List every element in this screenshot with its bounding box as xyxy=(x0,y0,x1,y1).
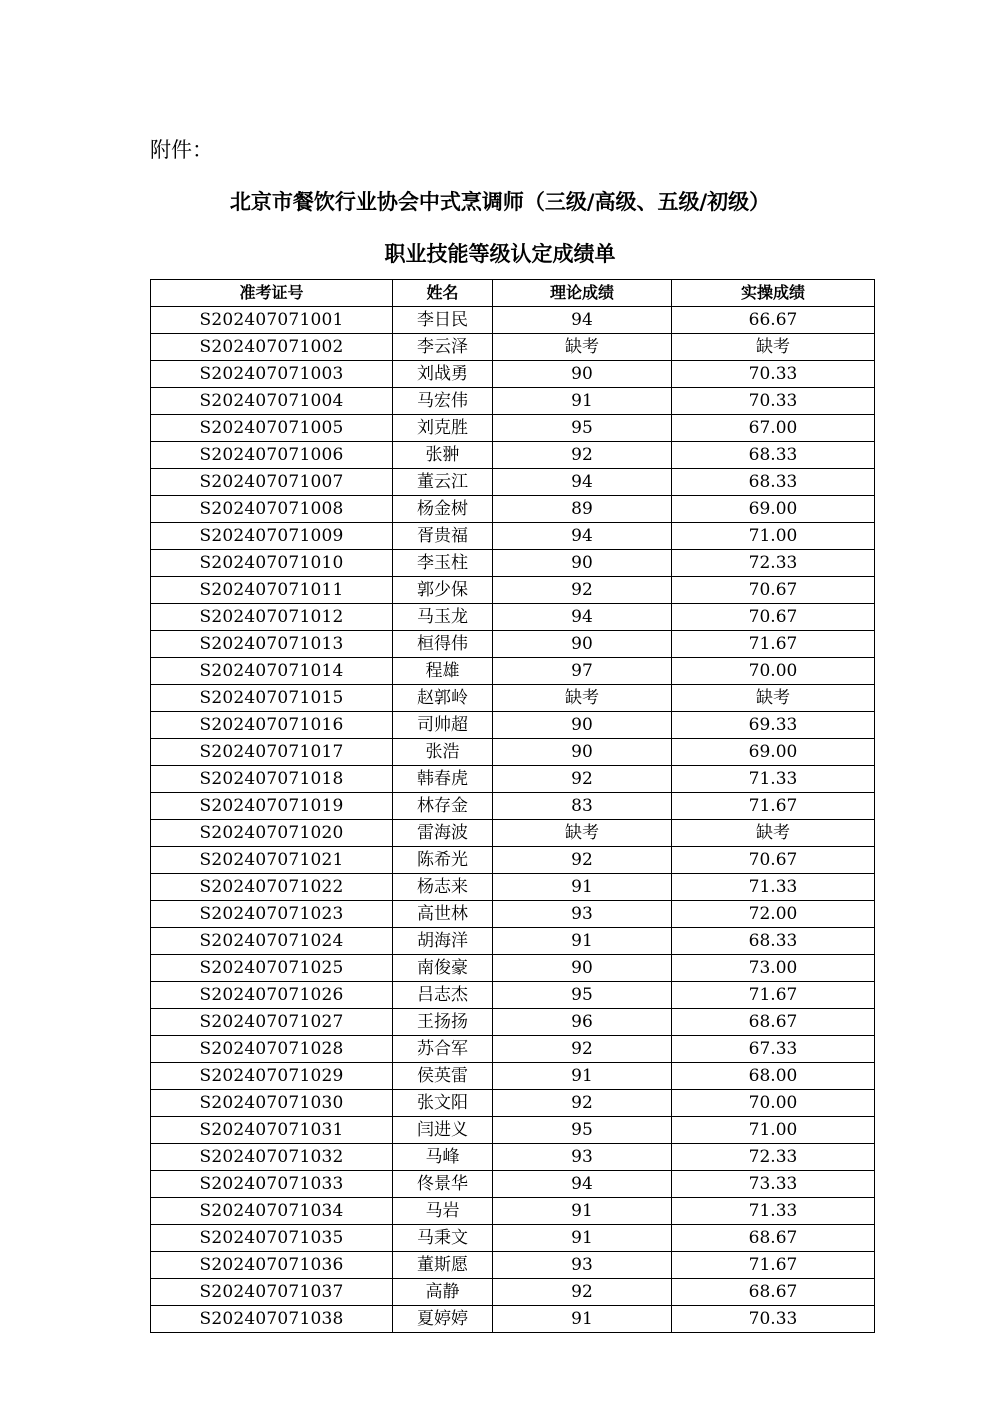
theory-score-cell: 93 xyxy=(493,901,672,928)
theory-score-cell: 94 xyxy=(493,307,672,334)
exam-id-cell: S202407071008 xyxy=(151,496,393,523)
practical-score-cell: 70.67 xyxy=(672,577,875,604)
name-cell: 桓得伟 xyxy=(393,631,493,658)
table-row xyxy=(151,1117,875,1144)
theory-score-cell: 95 xyxy=(493,982,672,1009)
theory-score-cell: 92 xyxy=(493,847,672,874)
name-cell: 杨金树 xyxy=(393,496,493,523)
table-row xyxy=(151,982,875,1009)
exam-id-cell: S202407071012 xyxy=(151,604,393,631)
table-row xyxy=(151,469,875,496)
name-cell: 张文阳 xyxy=(393,1090,493,1117)
exam-id-cell: S202407071016 xyxy=(151,712,393,739)
exam-id-cell: S202407071025 xyxy=(151,955,393,982)
theory-score-cell: 96 xyxy=(493,1009,672,1036)
attachment-label: 附件： xyxy=(150,138,213,162)
theory-score-cell: 94 xyxy=(493,469,672,496)
name-cell: 张翀 xyxy=(393,442,493,469)
theory-score-cell: 92 xyxy=(493,1036,672,1063)
theory-score-cell: 95 xyxy=(493,1117,672,1144)
score-table-body xyxy=(151,307,875,1333)
practical-score-cell: 68.33 xyxy=(672,928,875,955)
table-header-row xyxy=(151,280,875,307)
document-title: 北京市餐饮行业协会中式烹调师（三级/高级、五级/初级） xyxy=(229,190,771,214)
practical-score-cell: 69.00 xyxy=(672,739,875,766)
theory-score-cell: 91 xyxy=(493,1063,672,1090)
table-row xyxy=(151,334,875,361)
practical-score-cell: 73.33 xyxy=(672,1171,875,1198)
practical-score-cell: 72.33 xyxy=(672,1144,875,1171)
exam-id-cell: S202407071010 xyxy=(151,550,393,577)
practical-score-cell: 68.67 xyxy=(672,1225,875,1252)
practical-score-cell: 73.00 xyxy=(672,955,875,982)
theory-score-cell: 90 xyxy=(493,712,672,739)
theory-score-cell: 89 xyxy=(493,496,672,523)
exam-id-cell: S202407071003 xyxy=(151,361,393,388)
name-cell: 韩春虎 xyxy=(393,766,493,793)
table-row xyxy=(151,685,875,712)
table-row xyxy=(151,793,875,820)
practical-score-cell: 67.33 xyxy=(672,1036,875,1063)
theory-score-cell: 92 xyxy=(493,577,672,604)
table-row xyxy=(151,955,875,982)
table-row xyxy=(151,658,875,685)
name-cell: 李日民 xyxy=(393,307,493,334)
name-cell: 李云泽 xyxy=(393,334,493,361)
table-row xyxy=(151,1036,875,1063)
theory-score-cell: 92 xyxy=(493,766,672,793)
exam-id-cell: S202407071018 xyxy=(151,766,393,793)
table-row xyxy=(151,901,875,928)
exam-id-cell: S202407071032 xyxy=(151,1144,393,1171)
table-row xyxy=(151,604,875,631)
name-cell: 高世林 xyxy=(393,901,493,928)
practical-score-cell: 70.67 xyxy=(672,847,875,874)
theory-score-cell: 90 xyxy=(493,739,672,766)
exam-id-cell: S202407071023 xyxy=(151,901,393,928)
table-row xyxy=(151,1279,875,1306)
name-cell: 马岩 xyxy=(393,1198,493,1225)
theory-score-cell: 91 xyxy=(493,1225,672,1252)
table-row xyxy=(151,847,875,874)
theory-score-cell: 缺考 xyxy=(493,820,672,847)
name-cell: 雷海波 xyxy=(393,820,493,847)
table-row xyxy=(151,1090,875,1117)
name-cell: 闫进义 xyxy=(393,1117,493,1144)
practical-score-cell: 72.00 xyxy=(672,901,875,928)
theory-score-cell: 90 xyxy=(493,550,672,577)
document-subtitle: 职业技能等级认定成绩单 xyxy=(384,242,616,266)
practical-score-cell: 68.33 xyxy=(672,469,875,496)
practical-score-cell: 71.33 xyxy=(672,766,875,793)
column-header-theory-score: 理论成绩 xyxy=(493,280,672,307)
exam-id-cell: S202407071034 xyxy=(151,1198,393,1225)
score-table xyxy=(150,279,875,1333)
table-row xyxy=(151,766,875,793)
exam-id-cell: S202407071005 xyxy=(151,415,393,442)
practical-score-cell: 70.00 xyxy=(672,1090,875,1117)
name-cell: 胡海洋 xyxy=(393,928,493,955)
name-cell: 马玉龙 xyxy=(393,604,493,631)
exam-id-cell: S202407071013 xyxy=(151,631,393,658)
practical-score-cell: 71.67 xyxy=(672,793,875,820)
table-row xyxy=(151,712,875,739)
practical-score-cell: 70.00 xyxy=(672,658,875,685)
exam-id-cell: S202407071035 xyxy=(151,1225,393,1252)
exam-id-cell: S202407071017 xyxy=(151,739,393,766)
table-row xyxy=(151,1063,875,1090)
name-cell: 林存金 xyxy=(393,793,493,820)
table-row xyxy=(151,1252,875,1279)
practical-score-cell: 缺考 xyxy=(672,685,875,712)
theory-score-cell: 94 xyxy=(493,1171,672,1198)
theory-score-cell: 91 xyxy=(493,388,672,415)
name-cell: 李玉柱 xyxy=(393,550,493,577)
name-cell: 胥贵福 xyxy=(393,523,493,550)
exam-id-cell: S202407071020 xyxy=(151,820,393,847)
theory-score-cell: 83 xyxy=(493,793,672,820)
name-cell: 吕志杰 xyxy=(393,982,493,1009)
name-cell: 南俊豪 xyxy=(393,955,493,982)
practical-score-cell: 69.33 xyxy=(672,712,875,739)
table-row xyxy=(151,631,875,658)
table-row xyxy=(151,739,875,766)
table-row xyxy=(151,577,875,604)
name-cell: 马峰 xyxy=(393,1144,493,1171)
exam-id-cell: S202407071033 xyxy=(151,1171,393,1198)
name-cell: 董云江 xyxy=(393,469,493,496)
name-cell: 司帅超 xyxy=(393,712,493,739)
theory-score-cell: 97 xyxy=(493,658,672,685)
exam-id-cell: S202407071002 xyxy=(151,334,393,361)
theory-score-cell: 95 xyxy=(493,415,672,442)
exam-id-cell: S202407071028 xyxy=(151,1036,393,1063)
table-row xyxy=(151,415,875,442)
name-cell: 马秉文 xyxy=(393,1225,493,1252)
table-row xyxy=(151,523,875,550)
column-header-practical-score: 实操成绩 xyxy=(672,280,875,307)
practical-score-cell: 69.00 xyxy=(672,496,875,523)
theory-score-cell: 92 xyxy=(493,1090,672,1117)
practical-score-cell: 缺考 xyxy=(672,820,875,847)
exam-id-cell: S202407071024 xyxy=(151,928,393,955)
table-row xyxy=(151,1306,875,1333)
column-header-exam-id: 准考证号 xyxy=(151,280,393,307)
exam-id-cell: S202407071019 xyxy=(151,793,393,820)
name-cell: 佟景华 xyxy=(393,1171,493,1198)
name-cell: 程雄 xyxy=(393,658,493,685)
practical-score-cell: 71.00 xyxy=(672,523,875,550)
name-cell: 侯英雷 xyxy=(393,1063,493,1090)
table-row xyxy=(151,496,875,523)
table-row xyxy=(151,307,875,334)
column-header-name: 姓名 xyxy=(393,280,493,307)
exam-id-cell: S202407071011 xyxy=(151,577,393,604)
exam-id-cell: S202407071007 xyxy=(151,469,393,496)
exam-id-cell: S202407071004 xyxy=(151,388,393,415)
theory-score-cell: 91 xyxy=(493,874,672,901)
name-cell: 杨志来 xyxy=(393,874,493,901)
theory-score-cell: 90 xyxy=(493,631,672,658)
practical-score-cell: 71.33 xyxy=(672,874,875,901)
theory-score-cell: 缺考 xyxy=(493,685,672,712)
theory-score-cell: 91 xyxy=(493,928,672,955)
exam-id-cell: S202407071036 xyxy=(151,1252,393,1279)
table-row xyxy=(151,1144,875,1171)
theory-score-cell: 93 xyxy=(493,1144,672,1171)
exam-id-cell: S202407071021 xyxy=(151,847,393,874)
exam-id-cell: S202407071038 xyxy=(151,1306,393,1333)
table-row xyxy=(151,442,875,469)
table-row xyxy=(151,820,875,847)
practical-score-cell: 66.67 xyxy=(672,307,875,334)
exam-id-cell: S202407071026 xyxy=(151,982,393,1009)
practical-score-cell: 缺考 xyxy=(672,334,875,361)
exam-id-cell: S202407071030 xyxy=(151,1090,393,1117)
table-row xyxy=(151,550,875,577)
practical-score-cell: 67.00 xyxy=(672,415,875,442)
exam-id-cell: S202407071027 xyxy=(151,1009,393,1036)
practical-score-cell: 72.33 xyxy=(672,550,875,577)
exam-id-cell: S202407071037 xyxy=(151,1279,393,1306)
theory-score-cell: 缺考 xyxy=(493,334,672,361)
table-row xyxy=(151,1171,875,1198)
table-row xyxy=(151,1009,875,1036)
exam-id-cell: S202407071006 xyxy=(151,442,393,469)
name-cell: 苏合军 xyxy=(393,1036,493,1063)
name-cell: 郭少保 xyxy=(393,577,493,604)
theory-score-cell: 92 xyxy=(493,1279,672,1306)
exam-id-cell: S202407071031 xyxy=(151,1117,393,1144)
table-row xyxy=(151,361,875,388)
name-cell: 刘克胜 xyxy=(393,415,493,442)
exam-id-cell: S202407071014 xyxy=(151,658,393,685)
practical-score-cell: 68.67 xyxy=(672,1279,875,1306)
name-cell: 陈希光 xyxy=(393,847,493,874)
table-row xyxy=(151,1225,875,1252)
practical-score-cell: 70.33 xyxy=(672,361,875,388)
table-row xyxy=(151,1198,875,1225)
practical-score-cell: 71.00 xyxy=(672,1117,875,1144)
theory-score-cell: 90 xyxy=(493,955,672,982)
practical-score-cell: 70.67 xyxy=(672,604,875,631)
theory-score-cell: 91 xyxy=(493,1198,672,1225)
table-row xyxy=(151,874,875,901)
name-cell: 马宏伟 xyxy=(393,388,493,415)
name-cell: 刘战勇 xyxy=(393,361,493,388)
practical-score-cell: 68.33 xyxy=(672,442,875,469)
name-cell: 董斯愿 xyxy=(393,1252,493,1279)
theory-score-cell: 94 xyxy=(493,523,672,550)
theory-score-cell: 91 xyxy=(493,1306,672,1333)
table-row xyxy=(151,388,875,415)
exam-id-cell: S202407071015 xyxy=(151,685,393,712)
practical-score-cell: 70.33 xyxy=(672,388,875,415)
name-cell: 王扬扬 xyxy=(393,1009,493,1036)
practical-score-cell: 71.33 xyxy=(672,1198,875,1225)
practical-score-cell: 71.67 xyxy=(672,631,875,658)
practical-score-cell: 68.67 xyxy=(672,1009,875,1036)
theory-score-cell: 93 xyxy=(493,1252,672,1279)
practical-score-cell: 68.00 xyxy=(672,1063,875,1090)
exam-id-cell: S202407071022 xyxy=(151,874,393,901)
practical-score-cell: 70.33 xyxy=(672,1306,875,1333)
practical-score-cell: 71.67 xyxy=(672,1252,875,1279)
exam-id-cell: S202407071001 xyxy=(151,307,393,334)
name-cell: 赵郭岭 xyxy=(393,685,493,712)
practical-score-cell: 71.67 xyxy=(672,982,875,1009)
theory-score-cell: 94 xyxy=(493,604,672,631)
exam-id-cell: S202407071029 xyxy=(151,1063,393,1090)
theory-score-cell: 92 xyxy=(493,442,672,469)
theory-score-cell: 90 xyxy=(493,361,672,388)
name-cell: 夏婷婷 xyxy=(393,1306,493,1333)
name-cell: 张浩 xyxy=(393,739,493,766)
table-row xyxy=(151,928,875,955)
name-cell: 高静 xyxy=(393,1279,493,1306)
exam-id-cell: S202407071009 xyxy=(151,523,393,550)
